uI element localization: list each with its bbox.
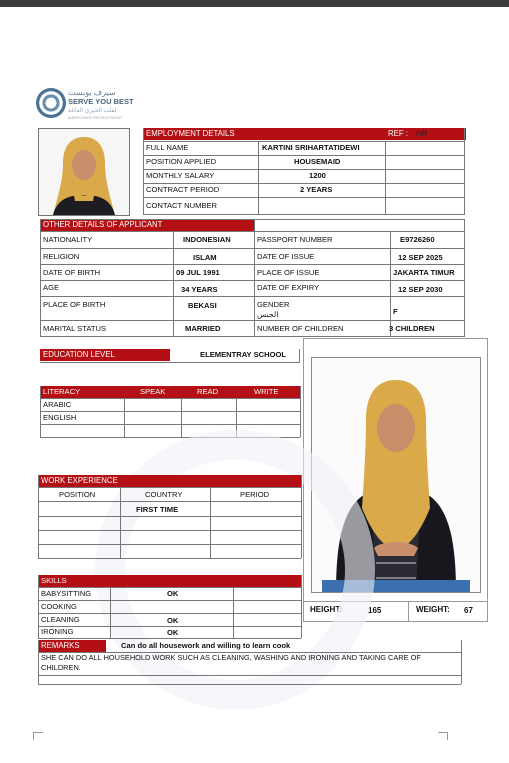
skills-header: SKILLS: [41, 576, 67, 585]
gender-ar: الجنس: [257, 310, 279, 319]
marital-status-value: MARRIED: [185, 324, 221, 333]
speak-header: SPEAK: [140, 387, 166, 396]
corner-mark-right-v: [447, 732, 448, 740]
date-of-issue-value: 12 SEP 2025: [398, 253, 443, 262]
ref-label: REF :: [388, 129, 408, 138]
date-of-issue-label: DATE OF ISSUE: [257, 252, 315, 261]
remarks-summary: Can do all housework and willing to learn cook: [121, 641, 291, 650]
language-english: ENGLISH: [43, 413, 77, 422]
work-experience-header: WORK EXPERIENCE: [38, 475, 301, 487]
write-header: WRITE: [254, 387, 279, 396]
other-details-header: OTHER DETAILS OF APPLICANT: [40, 219, 254, 231]
education-label: EDUCATION LEVEL: [40, 349, 170, 361]
place-of-birth-label: PLACE OF BIRTH: [43, 300, 106, 309]
passport-number-value: E9726260: [400, 235, 435, 244]
contact-number-label: CONTACT NUMBER: [146, 201, 218, 210]
position-applied-value: HOUSEMAID: [294, 157, 341, 166]
employment-header: EMPLOYMENT DETAILS: [143, 128, 387, 140]
logo-name: SERVE YOU BEST: [68, 97, 134, 106]
ref-header: [385, 128, 466, 140]
work-period-col: PERIOD: [240, 490, 270, 499]
corner-mark-left: [33, 732, 43, 733]
applicant-photo-small: [38, 128, 130, 216]
passport-number-label: PASSPORT NUMBER: [257, 235, 333, 244]
corner-mark-left-v: [33, 732, 34, 740]
place-of-issue-label: PLACE OF ISSUE: [257, 268, 320, 277]
date-of-expiry-value: 12 SEP 2030: [398, 285, 443, 294]
skill-babysitting: BABYSITTING: [41, 589, 92, 598]
logo-arabic-sub: لقلب الخيري العائلة: [68, 108, 117, 114]
work-country-col: COUNTRY: [145, 490, 183, 499]
literacy-header: LITERACY: [43, 387, 81, 396]
read-header: READ: [197, 387, 219, 396]
place-of-issue-value: JAKARTA TIMUR: [393, 268, 455, 277]
height-label: HEIGHT:: [310, 605, 342, 614]
full-name-value: KARTINI SRIHARTATIDEWI: [262, 143, 360, 152]
age-value: 34 YEARS: [181, 285, 218, 294]
skill-babysitting-value: OK: [167, 589, 179, 598]
date-of-birth-label: DATE OF BIRTH: [43, 268, 101, 277]
ref-value: HR: [416, 129, 428, 138]
monthly-salary-value: 1200: [309, 171, 326, 180]
gender-label: GENDER: [257, 300, 290, 309]
age-label: AGE: [43, 283, 60, 292]
language-arabic: ARABIC: [43, 400, 72, 409]
position-applied-label: POSITION APPLIED: [146, 157, 217, 166]
gender-value: F: [393, 307, 398, 316]
contract-period-value: 2 YEARS: [300, 185, 333, 194]
contract-period-label: CONTRACT PERIOD: [146, 185, 220, 194]
weight-label: WEIGHT:: [416, 605, 450, 614]
date-of-expiry-label: DATE OF EXPIRY: [257, 283, 320, 292]
religion-label: RELIGION: [43, 252, 80, 261]
skill-cleaning: CLEANING: [41, 615, 80, 624]
nationality-label: NATIONALITY: [43, 235, 93, 244]
logo-sub: MANPOWER RECRUITMENT: [68, 115, 123, 120]
remarks-body: SHE CAN DO ALL HOUSEHOLD WORK SUCH AS CLEANING, WASHING AND IRONING AND TAKING CARE OF CHILDREN.: [41, 653, 421, 672]
skill-cooking: COOKING: [41, 602, 77, 611]
skill-ironing-value: OK: [167, 628, 179, 637]
skill-cleaning-value: OK: [167, 616, 179, 625]
logo-arabic: سيرف يوبست: [68, 88, 116, 97]
religion-value: ISLAM: [193, 253, 217, 262]
weight-value: 67: [464, 606, 473, 615]
logo-mark-icon: [36, 88, 66, 118]
remarks-label: REMARKS: [38, 640, 106, 652]
number-of-children-value: 3 CHILDREN: [389, 324, 435, 333]
full-name-label: FULL NAME: [146, 143, 189, 152]
date-of-birth-value: 09 JUL 1991: [176, 268, 220, 277]
number-of-children-label: NUMBER OF CHILDREN: [257, 324, 344, 333]
nationality-value: INDONESIAN: [183, 235, 231, 244]
height-value: 165: [368, 606, 382, 615]
skills-header-bar: [38, 575, 301, 587]
work-first-time: FIRST TIME: [136, 505, 179, 514]
marital-status-label: MARITAL STATUS: [43, 324, 107, 333]
education-value: ELEMENTRAY SCHOOL: [200, 350, 287, 359]
place-of-birth-value: BEKASI: [188, 301, 217, 310]
monthly-salary-label: MONTHLY SALARY: [146, 171, 215, 180]
top-bar: [0, 0, 509, 7]
work-position-col: POSITION: [59, 490, 96, 499]
skill-ironing: IRONING: [41, 627, 74, 636]
company-logo: [36, 88, 136, 124]
